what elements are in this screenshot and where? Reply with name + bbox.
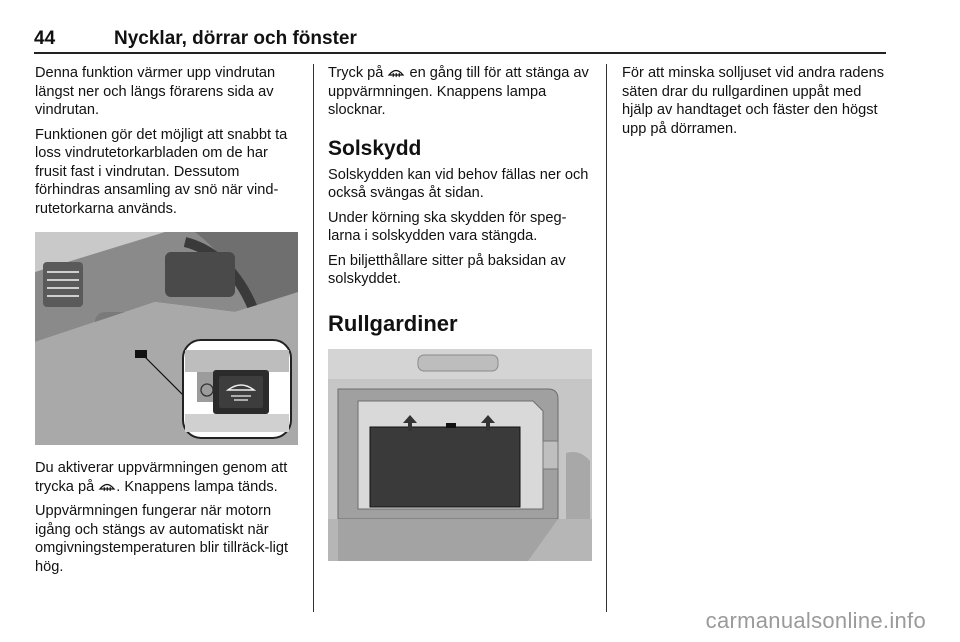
section-heading-rullgardiner: Rullgardiner: [328, 310, 458, 336]
page-header: [34, 28, 886, 52]
paragraph: Tryck på en gång till för att stänga av uppvärmningen. Knappens lampa slocknar.: [328, 65, 589, 118]
sunblind-illustration: [328, 349, 592, 561]
paragraph: Funktionen gör det möjligt att snabbt ta loss vindrutetorkarbladen om de har frusit fast i vindrutan. Dessutom förhindras ansamling av snö när vind-rutetorkarna används.: [35, 126, 288, 217]
paragraph: Du aktiverar uppvärmningen genom att trycka på . Knappens lampa tänds.: [35, 460, 288, 495]
paragraph: Uppvärmningen fungerar när motorn igång och stängs av automatiskt när omgivningstemperaturen blir tillräck-ligt hög.: [35, 503, 289, 575]
page-number: 44: [34, 28, 56, 49]
paragraph: För att minska solljuset vid andra radens säten drar du rullgardinen uppåt med hjälp av handtaget och fäster den högst upp på dörramen.: [622, 65, 884, 137]
windshield-heater-icon: [387, 66, 405, 79]
paragraph: En biljetthållare sitter på baksidan av solskyddet.: [328, 252, 566, 287]
column-2: [328, 64, 593, 561]
paragraph: Under körning ska skydden för speg-larna i solskydden vara stängda.: [328, 209, 567, 244]
paragraph: Denna funktion värmer upp vindrutan längst ner och längs förarens sida av vindrutan.: [35, 65, 276, 118]
column-1: [35, 64, 301, 582]
watermark: carmanualsonline.info: [705, 608, 926, 633]
column-3: [622, 64, 888, 144]
chapter-title: Nycklar, dörrar och fönster: [114, 28, 357, 49]
windshield-heater-icon: [98, 480, 116, 493]
paragraph: Solskydden kan vid behov fällas ner och också svängas åt sidan.: [328, 166, 589, 201]
column-divider: [313, 64, 314, 612]
header-rule: [34, 52, 886, 54]
dashboard-illustration: [35, 232, 298, 445]
column-divider: [606, 64, 607, 612]
section-heading-solskydd: Solskydd: [328, 136, 422, 160]
